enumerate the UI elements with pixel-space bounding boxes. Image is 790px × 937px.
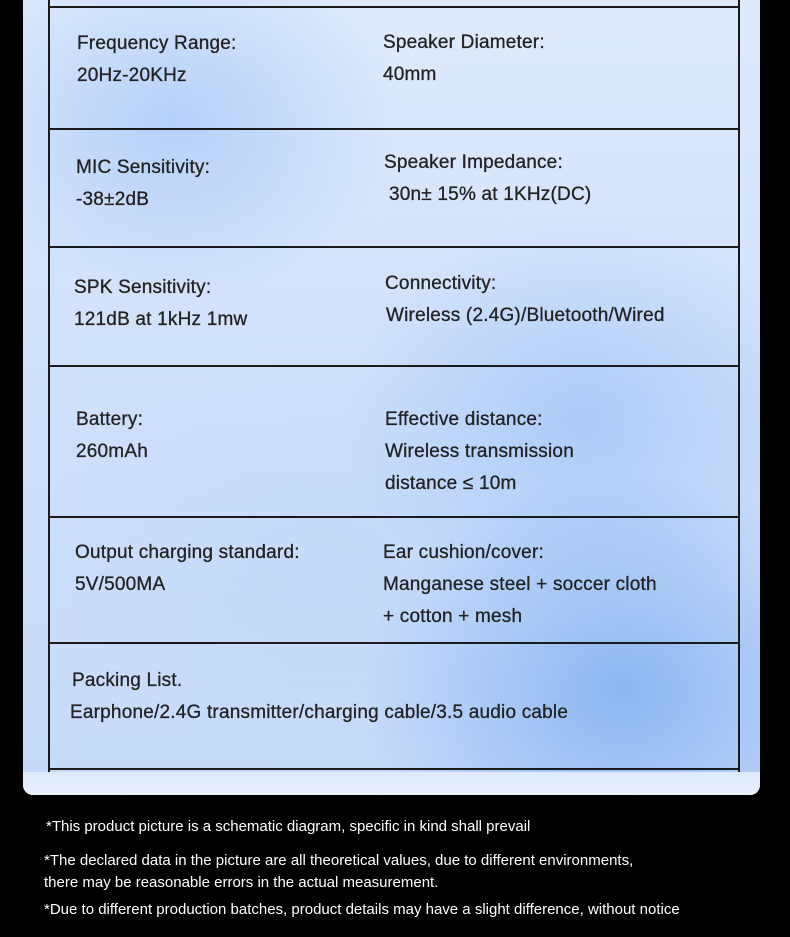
connectivity-label: Connectivity: bbox=[385, 273, 497, 294]
battery-value: 260mAh bbox=[76, 441, 148, 462]
spec-card bbox=[23, 0, 760, 795]
spec-table bbox=[48, 0, 740, 772]
spk-sensitivity-value: 121dB at 1kHz 1mw bbox=[74, 309, 248, 330]
card-footer-strip bbox=[23, 772, 760, 795]
mic-sensitivity-label: MIC Sensitivity: bbox=[76, 157, 211, 178]
ear-cushion-value-line1: Manganese steel + soccer cloth bbox=[383, 574, 657, 595]
battery-label: Battery: bbox=[76, 409, 144, 430]
frequency-range-label: Frequency Range: bbox=[77, 33, 237, 54]
table-divider bbox=[50, 516, 738, 518]
speaker-diameter-label: Speaker Diameter: bbox=[383, 32, 545, 53]
mic-sensitivity-value: -38±2dB bbox=[76, 189, 150, 210]
ear-cushion-value-line2: + cotton + mesh bbox=[383, 606, 523, 627]
output-charging-value: 5V/500MA bbox=[75, 574, 166, 595]
effective-distance-value-line2: distance ≤ 10m bbox=[385, 473, 517, 494]
connectivity-value: Wireless (2.4G)/Bluetooth/Wired bbox=[386, 305, 665, 326]
footnote-batches: *Due to different production batches, product details may have a slight difference, without notice bbox=[44, 901, 680, 918]
output-charging-label: Output charging standard: bbox=[75, 542, 300, 563]
spk-sensitivity-label: SPK Sensitivity: bbox=[74, 277, 212, 298]
footnote-theoretical-line1: *The declared data in the picture are all theoretical values, due to different environments, bbox=[44, 852, 634, 869]
speaker-diameter-value: 40mm bbox=[383, 64, 437, 85]
table-divider bbox=[50, 365, 738, 367]
footnote-schematic: *This product picture is a schematic diagram, specific in kind shall prevail bbox=[46, 818, 531, 835]
packing-list-value: Earphone/2.4G transmitter/charging cable/3.5 audio cable bbox=[70, 702, 569, 723]
table-divider bbox=[50, 642, 738, 644]
effective-distance-value-line1: Wireless transmission bbox=[385, 441, 574, 462]
table-divider bbox=[50, 246, 738, 248]
table-divider bbox=[50, 128, 738, 130]
table-divider bbox=[50, 768, 738, 770]
packing-list-label: Packing List. bbox=[72, 670, 183, 691]
speaker-impedance-label: Speaker Impedance: bbox=[384, 152, 563, 173]
table-divider bbox=[50, 6, 738, 8]
ear-cushion-label: Ear cushion/cover: bbox=[383, 542, 544, 563]
footnote-theoretical-line2: there may be reasonable errors in the actual measurement. bbox=[44, 874, 439, 891]
effective-distance-label: Effective distance: bbox=[385, 409, 543, 430]
frequency-range-value: 20Hz-20KHz bbox=[77, 65, 187, 86]
speaker-impedance-value: 30n± 15% at 1KHz(DC) bbox=[389, 184, 592, 205]
